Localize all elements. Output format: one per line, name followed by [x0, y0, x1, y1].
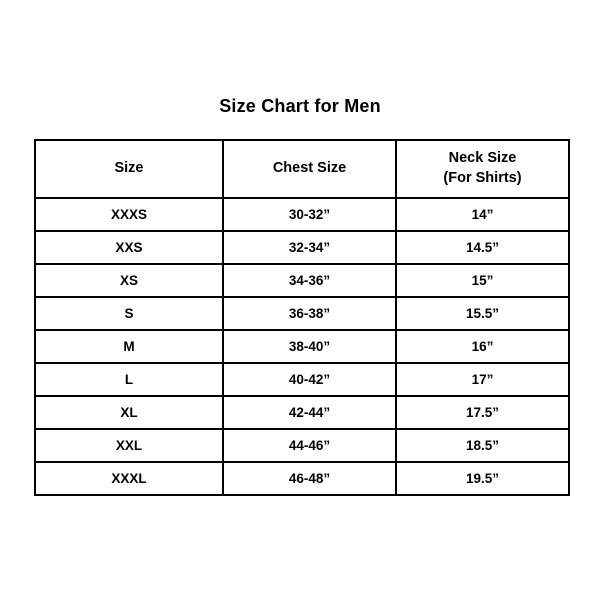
- table-body: [35, 198, 569, 495]
- page-title: Size Chart for Men: [219, 96, 381, 116]
- table-row: [35, 429, 569, 462]
- cell-size: S: [35, 297, 223, 330]
- table-header-row: [35, 140, 569, 198]
- cell-size: XS: [35, 264, 223, 297]
- column-header-neck-size-label: Neck Size: [448, 150, 517, 167]
- cell-size: XXXL: [35, 462, 223, 495]
- column-header-size: [35, 140, 223, 198]
- cell-chest: 40-42”: [223, 363, 396, 396]
- table-row: [35, 297, 569, 330]
- table-row: [35, 231, 569, 264]
- cell-chest: 46-48”: [223, 462, 396, 495]
- cell-size: XL: [35, 396, 223, 429]
- cell-chest: 42-44”: [223, 396, 396, 429]
- table-header: [35, 140, 569, 198]
- cell-neck: 15.5”: [396, 297, 569, 330]
- cell-chest: 38-40”: [223, 330, 396, 363]
- cell-neck: 19.5”: [396, 462, 569, 495]
- cell-chest: 30-32”: [223, 198, 396, 231]
- column-header-neck-size-sublabel: (For Shirts): [443, 170, 522, 186]
- cell-size: M: [35, 330, 223, 363]
- cell-chest: 32-34”: [223, 231, 396, 264]
- cell-neck: 15”: [396, 264, 569, 297]
- cell-neck: 14.5”: [396, 231, 569, 264]
- cell-neck: 14”: [396, 198, 569, 231]
- cell-size: L: [35, 363, 223, 396]
- cell-chest: 36-38”: [223, 297, 396, 330]
- cell-size: XXS: [35, 231, 223, 264]
- table-row: [35, 462, 569, 495]
- column-header-chest-size-label: Chest Size: [272, 160, 347, 177]
- cell-chest: 44-46”: [223, 429, 396, 462]
- cell-neck: 16”: [396, 330, 569, 363]
- table-row: [35, 396, 569, 429]
- cell-size: XXL: [35, 429, 223, 462]
- cell-chest: 34-36”: [223, 264, 396, 297]
- table-row: [35, 264, 569, 297]
- size-chart-table-wrapper: [34, 139, 568, 496]
- cell-size: XXXS: [35, 198, 223, 231]
- cell-neck: 18.5”: [396, 429, 569, 462]
- cell-neck: 17”: [396, 363, 569, 396]
- table-row: [35, 363, 569, 396]
- cell-neck: 17.5”: [396, 396, 569, 429]
- column-header-size-label: Size: [114, 160, 144, 177]
- size-chart-table: [34, 139, 570, 496]
- column-header-chest-size: [223, 140, 396, 198]
- table-row: [35, 198, 569, 231]
- column-header-neck-size: [396, 140, 569, 198]
- table-row: [35, 330, 569, 363]
